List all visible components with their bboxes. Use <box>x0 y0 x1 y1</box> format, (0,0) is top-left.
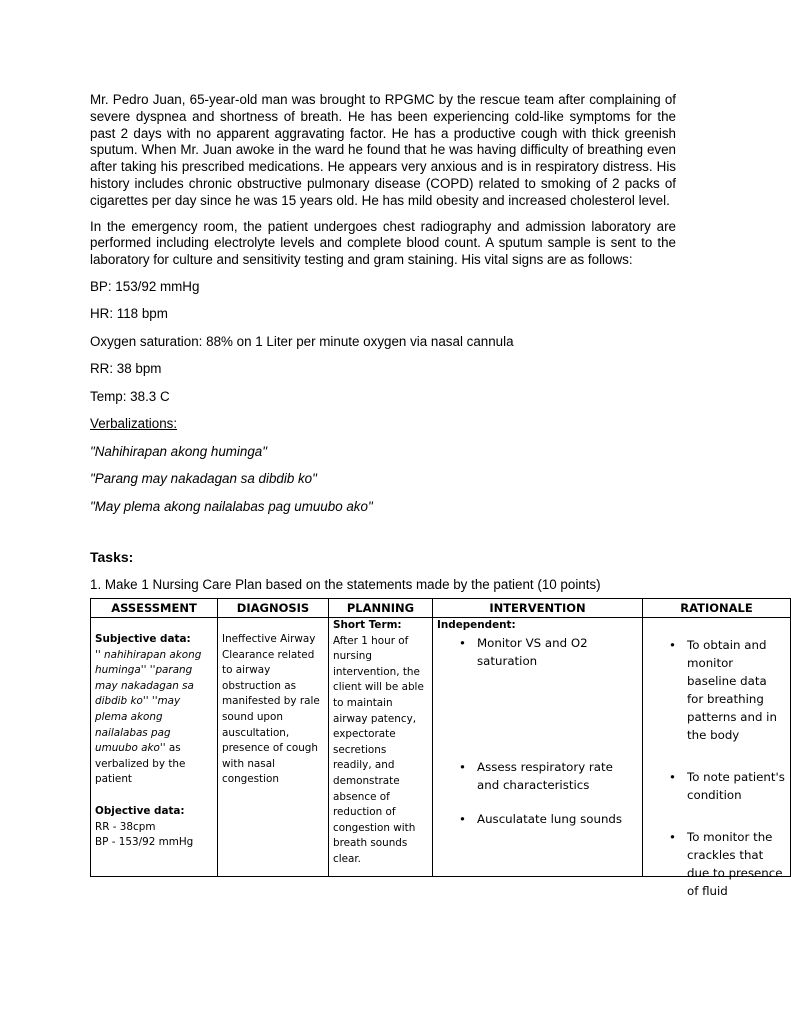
objective-heading: Objective data: <box>95 804 185 817</box>
header-assessment: ASSESSMENT <box>91 598 218 617</box>
case-paragraph-1: Mr. Pedro Juan, 65-year-old man was brought to RPGMC by the rescue team after complaining of severe dyspnea and shortness of breath. He has been experiencing cold-like symptoms for the past 2 days with no apparent aggravating factor. He has a productive cough with thick greenish sputum. When Mr. Juan awoke in the ward he found that he was having difficulty of breathing even after taking his prescribed medications. He appears very anxious and is in respiratory distress. His history includes chronic obstructive pulmonary disease (COPD) related to smoking of 2 packs of cigarettes per day since he was 15 years old. He has mild obesity and increased cholesterol level. <box>90 92 676 208</box>
bullet-icon: • <box>669 637 676 652</box>
bullet-icon: • <box>669 829 676 844</box>
planning-heading: Short Term: <box>333 618 402 631</box>
intervention-item: • Monitor VS and O2 saturation <box>459 635 588 668</box>
planning-text: After 1 hour of nursing intervention, the client will be able to maintain airway patency, expectorate secretions readily, and demonstrate absence of reduction of congestion with breath sounds clear. <box>333 634 424 865</box>
rationale-item: • To note patient's condition <box>669 769 785 802</box>
verbalizations-heading: Verbalizations: <box>90 416 178 432</box>
intervention-cell <box>433 617 643 876</box>
subjective-quotes: '' nahihirapan akong huminga'' ''parang may nakadagan sa dibdib ko'' ''may plema akong nailalabas pag umuubo ako'' <box>95 648 202 755</box>
vital-oxygen: Oxygen saturation: 88% on 1 Liter per minute oxygen via nasal cannula <box>90 333 514 349</box>
verbalization-quote: "May plema akong nailalabas pag umuubo ako" <box>90 498 373 514</box>
header-intervention: INTERVENTION <box>433 598 643 617</box>
document-page <box>90 92 785 898</box>
rationale-cell <box>643 617 791 898</box>
verbalized-suffix: as verbalized by the patient <box>95 742 186 786</box>
vital-hr: HR: 118 bpm <box>90 306 168 322</box>
intervention-item: • Assess respiratory rate and characteristics <box>459 759 613 792</box>
assessment-cell <box>91 617 218 876</box>
rationale-item: • To monitor the crackles that due to presence of fluid <box>669 829 783 898</box>
case-paragraph-2: In the emergency room, the patient undergoes chest radiography and admission laboratory are performed including electrolyte levels and complete blood count. A sputum sample is sent to the laboratory for culture and sensitivity testing and gram staining. His vital signs are as follows: <box>90 218 676 268</box>
table-header-row <box>91 598 791 617</box>
header-planning: PLANNING <box>329 598 433 617</box>
objective-item: RR - 38cpm <box>95 820 156 833</box>
planning-cell <box>329 617 433 876</box>
diagnosis-cell <box>218 617 329 876</box>
header-rationale: RATIONALE <box>643 598 791 617</box>
verbalization-quote: "Nahihirapan akong huminga" <box>90 443 268 459</box>
header-diagnosis: DIAGNOSIS <box>218 598 329 617</box>
nursing-care-plan-table <box>90 598 791 898</box>
intervention-heading: Independent: <box>437 618 516 631</box>
diagnosis-text: Ineffective Airway Clearance related to airway obstruction as manifested by rale sound upon auscultation, presence of cough with nasal congestion <box>222 632 320 786</box>
subjective-heading: Subjective data: <box>95 632 191 645</box>
task-item-1: 1. Make 1 Nursing Care Plan based on the statements made by the patient (10 points) <box>90 576 601 592</box>
verbalization-quote: "Parang may nakadagan sa dibdib ko" <box>90 471 317 487</box>
table-row <box>91 617 791 876</box>
objective-item: BP - 153/92 mmHg <box>95 836 194 849</box>
tasks-heading: Tasks: <box>90 548 134 565</box>
bullet-icon: • <box>459 759 466 774</box>
bullet-icon: • <box>459 811 466 826</box>
vital-rr: RR: 38 bpm <box>90 361 162 377</box>
bullet-icon: • <box>459 635 466 650</box>
rationale-item: • To obtain and monitor baseline data for breathing patterns and in the body <box>669 637 777 742</box>
vital-temp: Temp: 38.3 C <box>90 388 170 404</box>
intervention-item: • Ausculatate lung sounds <box>459 811 623 826</box>
bullet-icon: • <box>669 769 676 784</box>
vital-bp: BP: 153/92 mmHg <box>90 278 200 294</box>
